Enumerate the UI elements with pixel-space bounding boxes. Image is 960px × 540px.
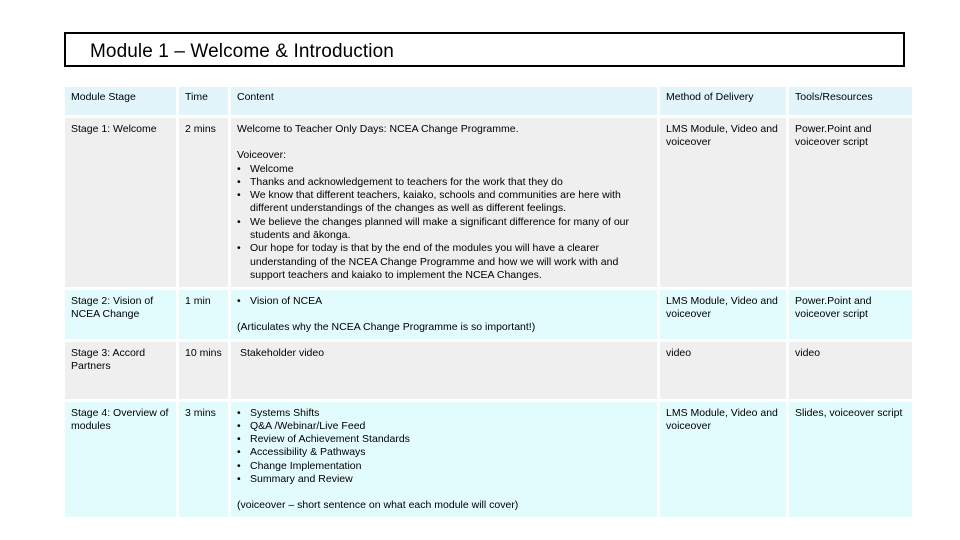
content-note: (voiceover – short sentence on what each module will cover): [237, 499, 519, 512]
delivery-cell: LMS Module, Video and voiceover: [660, 290, 789, 342]
table-row: [65, 118, 912, 290]
header-module-stage: Module Stage: [65, 87, 179, 118]
title-box: [64, 32, 905, 67]
delivery-cell: LMS Module, Video and voiceover: [660, 118, 789, 290]
content-cell: Stakeholder video: [231, 342, 660, 402]
page-title: Module 1 – Welcome & Introduction: [90, 41, 394, 62]
table-row: [65, 402, 912, 520]
list-item: • Our hope for today is that by the end of the modules you will have a clearer understanding of the NCEA Change Programme and how we will work with and support teachers and kaiako to implement the NCEA Changes.: [250, 242, 651, 282]
list-item: • We believe the changes planned will make a significant difference for many of our students and ākonga.: [250, 216, 651, 243]
tools-cell: video: [789, 342, 912, 402]
list-item: • Welcome: [250, 163, 651, 176]
header-time: Time: [179, 87, 231, 118]
table-row: [65, 290, 912, 342]
tools-cell: Power.Point and voiceover script: [789, 290, 912, 342]
content-cell: [231, 402, 660, 520]
content-intro: Welcome to Teacher Only Days: NCEA Change Programme.: [237, 123, 519, 135]
list-item: • Vision of NCEA: [250, 295, 651, 308]
bullet-list: [237, 163, 651, 283]
table-row: [65, 342, 912, 402]
list-item: • Q&A /Webinar/Live Feed: [250, 420, 651, 433]
bullet-list: [237, 295, 651, 308]
header-tools-resources: Tools/Resources: [789, 87, 912, 118]
header-content: Content: [231, 87, 660, 118]
content-cell: [231, 290, 660, 342]
tools-cell: Power.Point and voiceover script: [789, 118, 912, 290]
list-item: • Accessibility & Pathways: [250, 446, 651, 459]
list-item: • Thanks and acknowledgement to teachers for the work that they do: [250, 176, 651, 189]
delivery-cell: video: [660, 342, 789, 402]
time-cell: 1 min: [179, 290, 231, 342]
stage-cell: Stage 1: Welcome: [65, 118, 179, 290]
delivery-cell: LMS Module, Video and voiceover: [660, 402, 789, 520]
voiceover-label: Voiceover:: [237, 149, 287, 162]
stage-cell: Stage 3: Accord Partners: [65, 342, 179, 402]
tools-cell: Slides, voiceover script: [789, 402, 912, 520]
list-item: • Change Implementation: [250, 460, 651, 473]
time-cell: 3 mins: [179, 402, 231, 520]
stage-cell: Stage 4: Overview of modules: [65, 402, 179, 520]
list-item: • We know that different teachers, kaiako, schools and communities are here with different understandings of the changes as well as different feelings.: [250, 189, 651, 216]
time-cell: 10 mins: [179, 342, 231, 402]
list-item: • Systems Shifts: [250, 407, 651, 420]
module-table: [65, 87, 912, 520]
list-item: • Summary and Review: [250, 473, 651, 486]
stage-cell: Stage 2: Vision of NCEA Change: [65, 290, 179, 342]
list-item: • Review of Achievement Standards: [250, 433, 651, 446]
table-header-row: [65, 87, 912, 118]
bullet-list: [237, 407, 651, 487]
content-cell: [231, 118, 660, 290]
time-cell: 2 mins: [179, 118, 231, 290]
header-method-of-delivery: Method of Delivery: [660, 87, 789, 118]
content-note: (Articulates why the NCEA Change Programme is so important!): [237, 321, 536, 334]
